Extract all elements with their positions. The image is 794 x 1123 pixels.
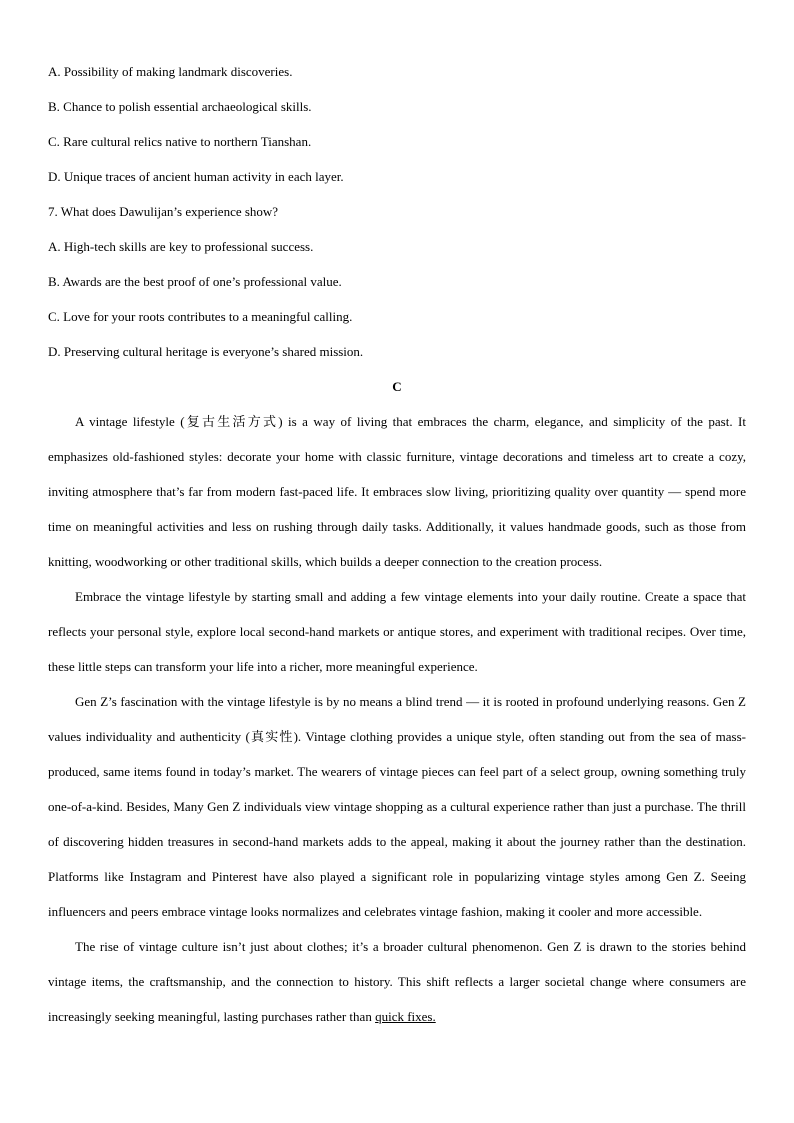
passage-paragraph-1: A vintage lifestyle (复古生活方式) is a way of living that embraces the charm, elegance, and simplicity of the past. It emphasizes old-fashioned styles: decorate your home with classic furniture, vintage decorations and timeless art to create a cozy, inviting atmosphere that’s far from modern fast-paced life. It embraces slow living, prioritizing quality over quantity — spend more time on meaningful activities and less on rushing through daily tasks. Additionally, it values handmade goods, such as those from knitting, woodworking or other traditional skills, which builds a deeper connection to the creation process. [48,414,746,569]
q7-option-b: B. Awards are the best proof of one’s professional value. [48,274,342,289]
passage-paragraph-2: Embrace the vintage lifestyle by starting small and adding a few vintage elements into your daily routine. Create a space that reflects your personal style, explore local second-hand markets or antique stores, and experiment with traditional recipes. Over time, these little steps can transform your life into a richer, more meaningful experience. [48,589,746,674]
passage-paragraph-3: Gen Z’s fascination with the vintage lifestyle is by no means a blind trend — it is rooted in profound underlying reasons. Gen Z values individuality and authenticity (真实性). Vintage clothing provides a unique style, often standing out from the sea of mass-produced, same items found in today’s market. The wearers of vintage pieces can feel part of a select group, owning something truly one-of-a-kind. Besides, Many Gen Z individuals view vintage shopping as a cultural experience rather than just a purchase. The thrill of discovering hidden treasures in second-hand markets adds to the appeal, making it about the journey rather than the destination. Platforms like Instagram and Pinterest have also played a significant role in popularizing vintage styles among Gen Z. Seeing influencers and peers embrace vintage looks normalizes and celebrates vintage fashion, making it cooler and more accessible. [48,694,746,919]
q6-option-c: C. Rare cultural relics native to northern Tianshan. [48,134,312,149]
q6-option-a: A. Possibility of making landmark discoveries. [48,64,293,79]
q7-question: 7. What does Dawulijan’s experience show? [48,204,279,219]
q6-option-b: B. Chance to polish essential archaeological skills. [48,99,312,114]
q7-option-c: C. Love for your roots contributes to a meaningful calling. [48,309,353,324]
paragraph-4-text: The rise of vintage culture isn’t just about clothes; it’s a broader cultural phenomenon. Gen Z is drawn to the stories behind vintage items, the craftsmanship, and the connection to history. This shift reflects a larger societal change where consumers are increasingly seeking meaningful, lasting purchases rather than [48,939,746,1024]
passage-paragraph-4 [48,929,746,1034]
q6-option-d: D. Unique traces of ancient human activity in each layer. [48,169,344,184]
q7-option-a: A. High-tech skills are key to professional success. [48,239,314,254]
q7-option-d: D. Preserving cultural heritage is everyone’s shared mission. [48,344,364,359]
section-heading: C [392,379,402,394]
underlined-phrase: quick fixes. [375,1009,436,1024]
exam-page [48,54,746,1034]
